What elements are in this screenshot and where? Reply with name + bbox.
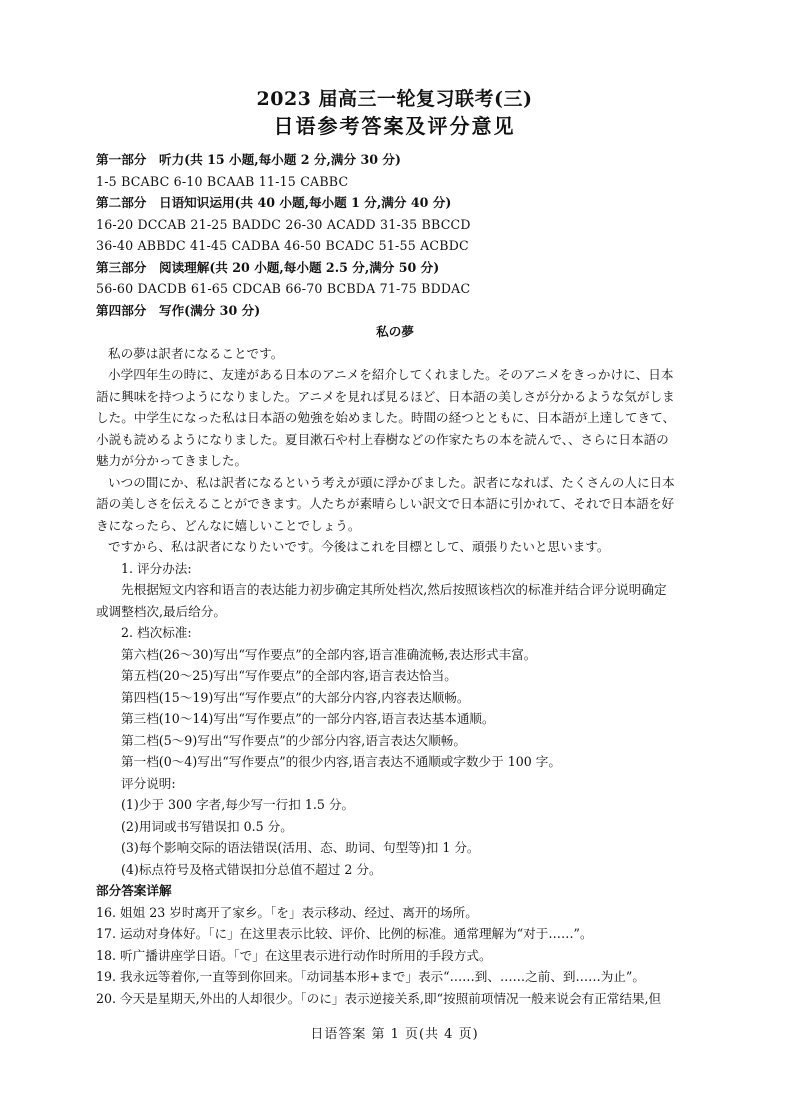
detail-item: 16. 姐姐 23 岁时离开了家乡。「を」表示移动、经过、离开的场所。 — [96, 904, 478, 920]
section-heading-writing: 第四部分 写作(满分 30 分) — [96, 302, 261, 318]
detail-item: 19. 我永远等着你,一直等到你回来。「动词基本形+まで」表示“……到、……之前、到……为止”。 — [96, 969, 645, 984]
section-heading-knowledge: 第二部分 日语知识运用(共 40 小题,每小题 1 分,满分 40 分) — [96, 195, 452, 210]
answer-line: 16-20 DCCAB 21-25 BADDC 26-30 ACADD 31-35 BBCCD — [96, 216, 471, 232]
scoring-level: 第四档(15～19)写出“写作要点”的大部分内容,内容表达顺畅。 — [121, 689, 470, 705]
essay-line: 魅力が分かってきました。 — [96, 453, 248, 468]
title-block — [0, 86, 789, 140]
page-title: 2023 届高三一轮复习联考(三) — [256, 88, 533, 110]
essay-line: いつの間にか、私は訳者になるという考えが頭に浮かびました。訳者になれば、たくさんの人に日本 — [108, 474, 675, 490]
scoring-level: 第三档(10～14)写出“写作要点”的一部分内容,语言表达基本通顺。 — [121, 711, 495, 726]
detail-item: 18. 听广播讲座学日语。「で」在这里表示进行动作时所用的手段方式。 — [96, 947, 492, 963]
essay-line: ですから、私は訳者になりたいです。今後はこれを目標として、頑張りたいと思います。 — [108, 539, 610, 554]
scoring-level: 第六档(26～30)写出“写作要点”的全部内容,语言准确流畅,表达形式丰富。 — [121, 646, 537, 662]
main-content — [96, 149, 694, 1009]
section-heading-listening: 第一部分 听力(共 15 小题,每小题 2 分,满分 30 分) — [96, 152, 401, 167]
detail-item: 17. 运动对身体好。「に」在这里表示比较、评价、比例的标准。通常理解为“对于……”。 — [96, 926, 593, 941]
scoring-method-line: 或调整档次,最后给分。 — [96, 603, 226, 619]
essay-line: 私の夢は訳者になることです。 — [108, 345, 284, 361]
essay-line: 小説も読めるようになりました。夏目漱石や村上春樹などの作家たちの本を読んで、、さらに日本語の — [96, 431, 669, 447]
essay-title: 私の夢 — [376, 324, 414, 339]
scoring-note: (2)用词或书写错误扣 0.5 分。 — [121, 818, 293, 834]
scoring-level: 第五档(20～25)写出“写作要点”的全部内容,语言表达恰当。 — [121, 668, 457, 683]
essay-line: 語の美しさを伝えることができます。人たちが素晴らしい訳文で日本語に引かれて、それで日本語を好 — [96, 496, 675, 511]
scoring-notes-label: 评分说明: — [121, 775, 176, 791]
detail-item: 20. 今天是星期天,外出的人却很少。「のに」表示逆接关系,即“按照前项情况一般来说会有正常结果,但 — [96, 990, 662, 1006]
scoring-level: 第一档(0～4)写出“写作要点”的很少内容,语言表达不通顺或字数少于 100 字。 — [121, 754, 561, 769]
scoring-note: (4)标点符号及格式错误扣分总值不超过 2 分。 — [121, 861, 382, 877]
answer-line: 56-60 DACDB 61-65 CDCAB 66-70 BCBDA 71-75 BDDAC — [96, 281, 471, 296]
page-subtitle: 日语参考答案及评分意见 — [273, 114, 516, 138]
section-heading-reading: 第三部分 阅读理解(共 20 小题,每小题 2.5 分,满分 50 分) — [96, 259, 440, 275]
essay-line: きになったら、どんなに嬉しいことでしょう。 — [96, 517, 361, 533]
essay-line: した。中学生になった私は日本語の勉強を始めました。時間の経つとともに、日本語が上達してきて、 — [96, 410, 676, 425]
scoring-note: (3)每个影响交际的语法错误(活用、态、助词、句型等)扣 1 分。 — [121, 840, 480, 855]
details-heading: 部分答案详解 — [96, 883, 172, 898]
essay-line: 語に興味を持つようになりました。アニメを見れば見るほど、日本語の美しさが分かるような気がしま — [96, 388, 675, 404]
scoring-note: (1)少于 300 字者,每少写一行扣 1.5 分。 — [121, 797, 355, 812]
answer-line: 36-40 ABBDC 41-45 CADBA 46-50 BCADC 51-55 ACBDC — [96, 238, 469, 253]
essay-line: 小学四年生の時に、友達がある日本のアニメを紹介してくれました。そのアニメをきっかけに、日本 — [108, 367, 674, 382]
page-footer: 日语答案 第 1 页(共 4 页) — [310, 1027, 479, 1042]
scoring-level: 第二档(5～9)写出“写作要点”的少部分内容,语言表达欠顺畅。 — [121, 732, 466, 748]
answer-line: 1-5 BCABC 6-10 BCAAB 11-15 CABBC — [96, 173, 349, 189]
scoring-method-label: 1. 评分办法: — [121, 560, 192, 576]
scoring-levels-label: 2. 档次标准: — [121, 625, 192, 640]
scoring-method-line: 先根据短文内容和语言的表达能力初步确定其所处档次,然后按照该档次的标准并结合评分说明确定 — [121, 582, 667, 597]
